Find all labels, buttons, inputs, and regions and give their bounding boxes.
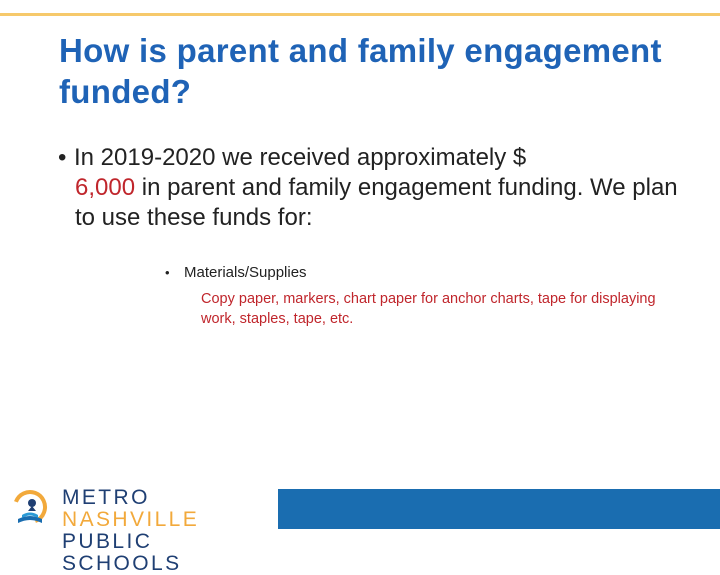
mnps-logo-icon [12, 489, 52, 529]
footer-bar [278, 489, 720, 529]
funding-amount: 6,000 [75, 174, 136, 201]
sub-bullet [165, 264, 685, 282]
logo-wordmark [62, 487, 272, 575]
slide-title: How is parent and family engagement funded? [59, 32, 662, 110]
main-bullet [58, 143, 678, 233]
logo-word-nashville: NASHVILLE [62, 508, 200, 531]
sub-bullet-label: Materials/Supplies [184, 264, 307, 281]
top-rule [0, 13, 720, 16]
logo-word-public-schools: PUBLIC SCHOOLS [62, 530, 182, 575]
main-bullet-text [58, 143, 678, 233]
bullet-dot: • [58, 144, 67, 171]
sub-bullet-dot: • [165, 265, 170, 280]
sub-bullet-detail: Copy paper, markers, chart paper for anchor charts, tape for displaying work, staples, tape, etc. [201, 291, 656, 327]
logo-word-metro: METRO [62, 486, 150, 509]
main-bullet-rest: in parent and family engagement funding. We plan to use these funds for: [75, 174, 678, 231]
mnps-logo [12, 486, 272, 575]
main-bullet-line1: In 2019-2020 we received approximately $ [74, 144, 527, 171]
